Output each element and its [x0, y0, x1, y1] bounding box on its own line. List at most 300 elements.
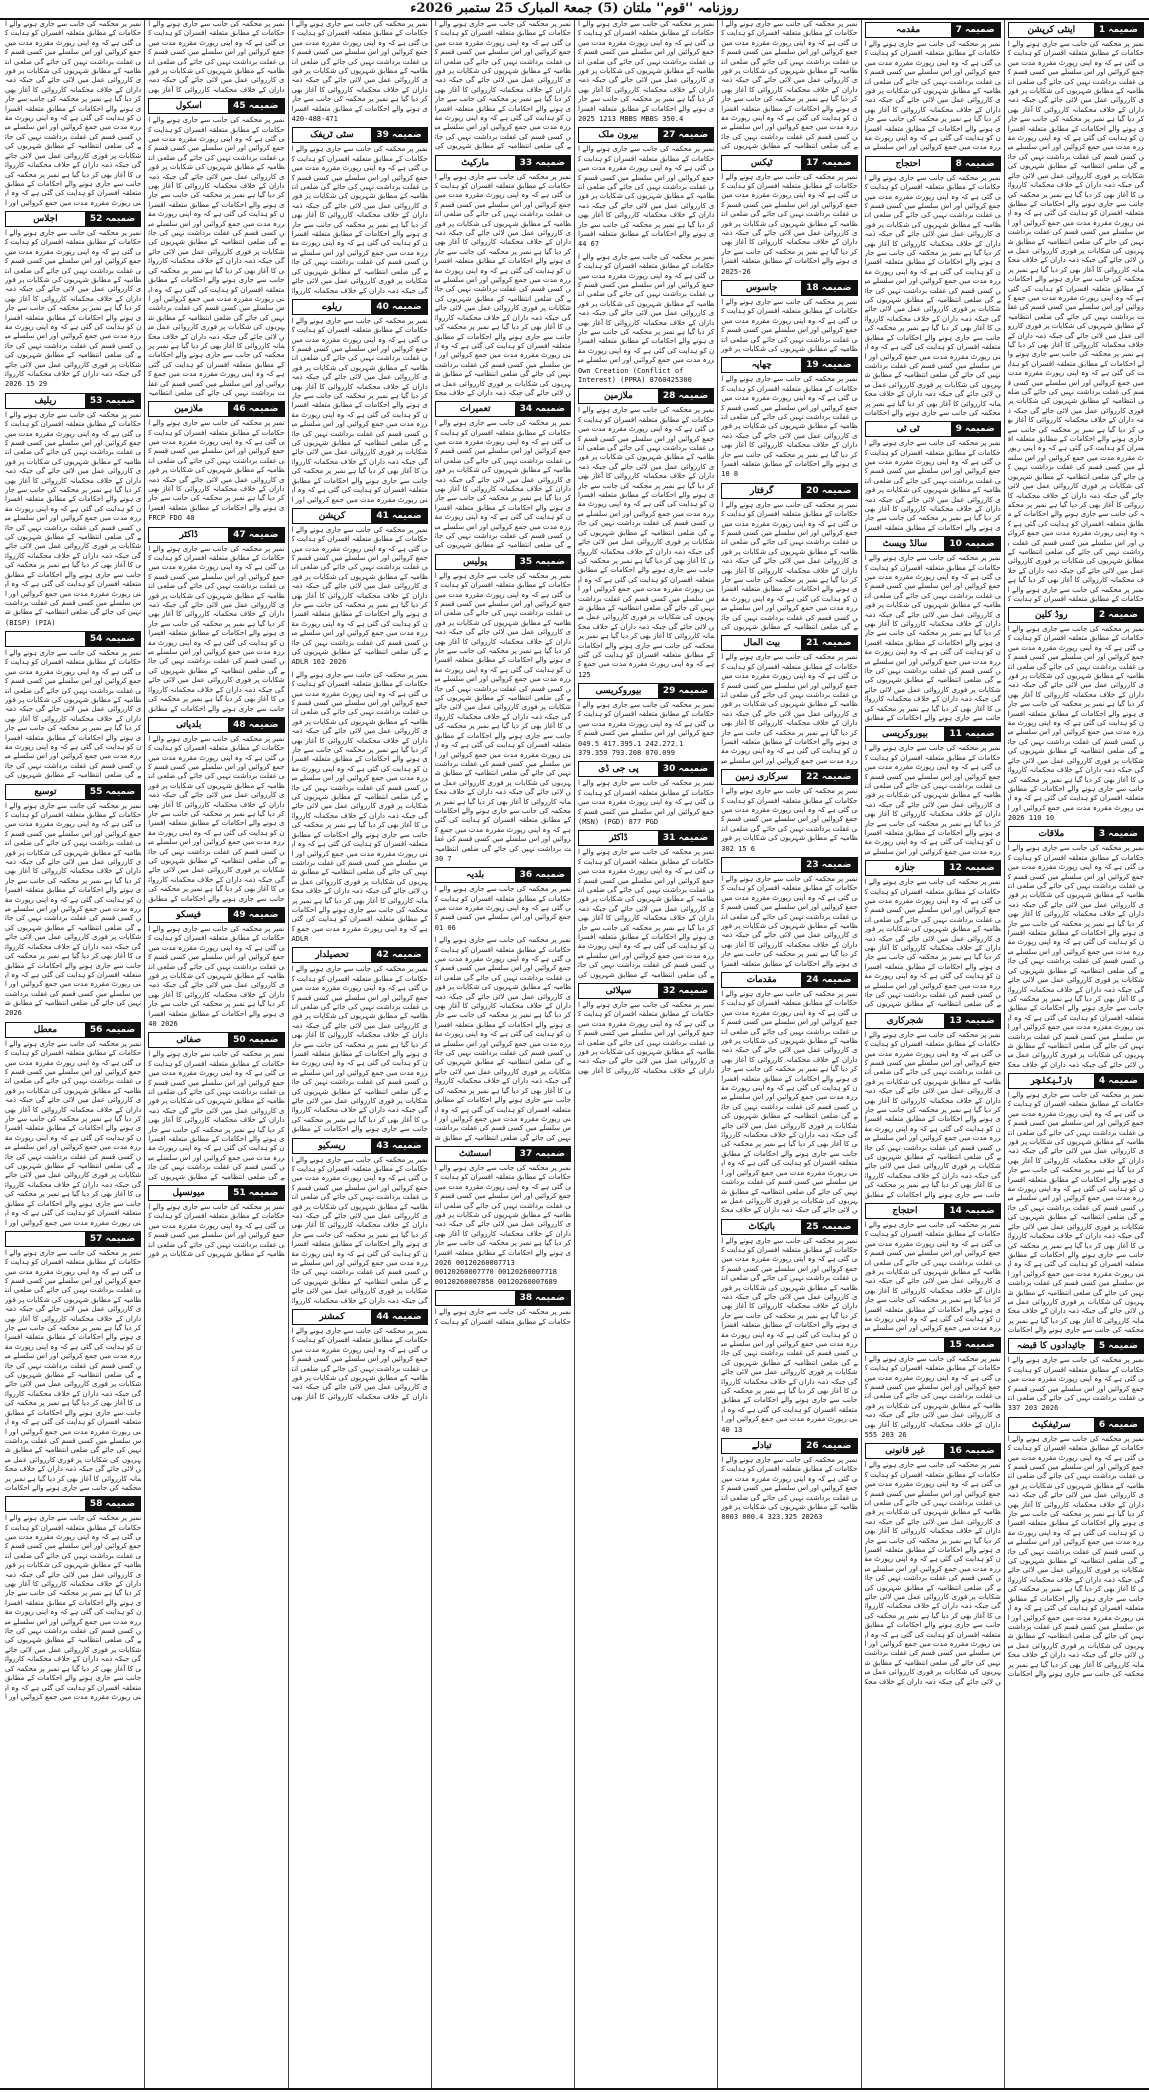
section-body-text: نمبر پر محکمہ کی جانب سے جاری ہونے والے احکامات کے مطابق متعلقہ افسران کو ہدایت کی گئی ہے کہ وہ اپنی رپورٹ مقررہ مدت میں جمع کروائیں اور اس سلسلے میں کسی قسم کی غفلت برداشت نہیں کی جائے گی ضلعی انتظامیہ کے مطابق شہریوں کی شکایات پر فوری کارروائی عمل میں لائی جائے گی جبکہ ذمہ داران کے خلاف محکمانہ کارروائی کا آغاز بھی کر دیا گیا ہے نمبر پر محکمہ کی جانب سے جاری ہونے والے احکامات کے مطابق متعلقہ افسران کو ہدایت کی گئی ہے کہ وہ اپنی رپورٹ مقررہ مدت میں جمع کروائیں اور اس سلسلے میں کسی قسم کی غفلت برداشت نہیں کی جائے گی ضلعی انتظامیہ کے مطابق شہریوں کی شکایات پر فوری کارروائی عمل میں لائی جائے گی جبکہ ذمہ داران کے خلاف محکمانہ کارروائی کا آغاز بھی کر دیا گیا ہے نمبر پر محکمہ کی جانب سے جاری ہونے والے احکامات کے مطابق متعلقہ افسران کو ہدایت کی گئی ہے کہ وہ اپنی رپورٹ مقررہ مدت میں جمع کروائیں اور اس سلسلے میں کسی قسم کی غفلت برداشت نہیں کی جائے گی ضلعی انتظامیہ کے مطابق شہریوں کی شکایات پر فوری کارروائی عمل میں لائی جائے گی جبکہ ذمہ داران کے خلاف محکمانہ کارروائی کا آغاز بھی کر دیا گیا ہے نمبر پر محکمہ کی جانب سے جاری ہونے والے احکامات [864, 173, 1001, 417]
section-title: مقدمہ [866, 23, 951, 37]
section-heading [865, 421, 1001, 437]
news-section [578, 127, 714, 249]
section-number: ضمیمہ 52 [85, 212, 140, 226]
section-heading [5, 211, 141, 227]
section-number: ضمیمہ 32 [658, 984, 713, 998]
section-figures: 2026 [5, 1009, 22, 1018]
section-number: ضمیمہ 16 [944, 1444, 999, 1458]
section-title: مارکیٹ [436, 156, 515, 170]
section-body-text: نمبر پر محکمہ کی جانب سے جاری ہونے والے احکامات کے مطابق متعلقہ افسران کو ہدایت کی گئی ہے کہ وہ اپنی رپورٹ مقررہ مدت میں جمع کروائیں اور اس سلسلے میں کسی قسم کی غفلت برداشت نہیں کی جائے گی ضلعی انتظامیہ کے مطابق شہریوں کی شکایات پر فوری کارروائی عمل میں لائی جائے گی جبکہ ذمہ داران کے خلاف محکمانہ کارروائی کا آغاز بھی کر دیا گیا ہے نمبر پر محکمہ کی جانب سے جاری ہونے والے احکامات کے مطابق متعلقہ افسران کو ہدایت کی گئی ہے کہ وہ اپنی رپورٹ مقررہ مدت میں جمع کروائیں اور اس سلسلے میں کسی قسم کی غفلت برداشت نہیں کی جائے گی ضلعی انتظامیہ کے مطابق شہریوں کی شکایات پر فوری کارروائی عمل میں لائی جائے گی جبکہ ذمہ داران کے خلاف محکمانہ کارروائی کا آغاز بھی کر دیا گیا ہے نمبر پر محکمہ کی جانب سے جاری ہونے والے احکامات کے مطابق متعلقہ افسران کو ہدایت کی گئی ہے کہ وہ اپنی رپورٹ مقررہ مدت میں جمع کروائیں اور ا [5, 1514, 142, 1701]
section-heading [721, 635, 857, 651]
section-title: بائیکاٹ [722, 1220, 801, 1234]
section-number: ضمیمہ 37 [515, 1147, 570, 1161]
section-title: بیرون ملک [579, 128, 658, 142]
news-section [292, 127, 428, 295]
news-section [5, 1496, 141, 1702]
section-body-text: نمبر پر محکمہ کی جانب سے جاری ہونے والے احکامات کے مطابق متعلقہ افسران کو ہدایت کی گئی ہے کہ وہ اپنی رپورٹ مقررہ مدت میں جمع کروائیں اور اس سلسلے میں کسی قسم کی غفلت برداشت نہیں کی جائے گی ضلعی انتظامیہ کے مطابق شہریوں کی شکایات پر فوری کارروائی عمل میں لائی جائے گی جبکہ ذمہ داران کے خلاف محکمانہ کارروائی کا آغاز بھی کر دیا گیا ہے نمبر پر محکمہ کی جانب سے جاری ہونے والے احکامات کے مطابق متعلقہ افسران کو ہدایت کی گئی ہے کہ وہ اپنی رپورٹ مقررہ مدت میں جمع کروائیں اور اس سلسلے میں کسی قسم کی غفلت برداشت نہیں کی جائے گی ضلعی انتظامیہ کے مطابق شہریوں کی [148, 1050, 285, 1181]
section-body-text: نمبر پر محکمہ کی جانب سے جاری ہونے والے احکامات کے مطابق متعلقہ افسران کو ہدایت کی گئی ہے کہ وہ اپنی رپورٹ مقررہ مدت میں جمع کروائیں اور اس سلسلے میں کسی قسم کی غفلت برداشت نہیں کی جائے گی ضلعی انتظامیہ کے مطابق شہریوں کی شکایات پر فوری کارروائی عمل میں لائی جائے گی جبکہ ذمہ داران کے خلاف محکمانہ کارروائی کا آغاز بھی کر دیا گیا ہے نمبر پر محکمہ کی جانب سے جاری ہونے والے احکامات کے مطابق متعلقہ افسران کو ہدایت کی گئی ہے کہ وہ اپنی رپورٹ مقررہ مدت میں جمع کروائیں اور اس سلسلے میں کسی قسم کی غفلت برداشت نہیں کی جائے گی ضلعی انتظامیہ کے مطابق شہریوں کی شکایات پر فوری کارروائی عمل میں لائی جائے گی جبکہ ذمہ داران کے خلاف محکمانہ کارروائ [291, 145, 428, 295]
section-body-text: نمبر پر محکمہ کی جانب سے جاری ہونے والے احکامات کے مطابق متعلقہ افسران کو ہدایت کی گئی ہے کہ وہ اپنی رپورٹ مقررہ مدت میں جمع کروائیں اور اس سلسلے میں کسی قسم کی غفلت برداشت نہیں کی جائے گی ضلعی انتظامیہ کے مطابق شہریوں کی شکایات پر فوری کارروائی عمل میں لائی جائے گی جبکہ ذمہ داران کے خلاف محکمانہ کارروائی کا آغاز بھی کر دیا گیا ہے نمبر پر محکمہ کی جانب سے جاری ہونے والے احکامات کے مطابق متعلقہ افسران کو ہدایت کی گئی ہے کہ وہ اپنی رپورٹ مقررہ مدت میں جمع کروائیں اور اس سلسلے میں کسی قسم کی غفلت برداشت نہیں کی جائے گی ضلعی انتظامیہ کے مطابق شہریوں کی [721, 20, 858, 151]
news-section [721, 155, 857, 277]
section-number: ضمیمہ 50 [228, 1033, 283, 1047]
section-title: تعمیرات [436, 402, 515, 416]
section-title [436, 1291, 515, 1305]
news-section [435, 401, 571, 551]
section-title [866, 1338, 945, 1352]
section-body-text: نمبر پر محکمہ کی جانب سے جاری ہونے والے احکامات کے مطابق متعلقہ افسران کو ہدایت کی گئی ہے کہ وہ اپنی رپورٹ مقررہ مدت میں جمع کروائیں اور اس سلسلے میں کسی قسم کی غفلت برداشت نہیں کی جائے گی ضلعی انتظامیہ کے مطابق شہریوں کی شکایات پر فوری کارروائی عمل میں لائی جائے گی جبکہ ذمہ داران کے خلاف محکمانہ کارروائی کا آغاز بھی کر دیا گیا ہے نمبر پر محکمہ کی جانب سے جاری ہونے والے احکامات کے مطابق متعلقہ افسران کو ہدایت کی گئی ہے کہ وہ اپنی رپورٹ مقررہ مدت میں جمع کروائیں اور اس سلسلے میں کسی قسم کی غفلت برداشت نہیں کی جائے گی ضلعی انتظامیہ کے مطابق شہریوں کی شکایات پر فوری کارروائی عمل میں لائی جائے گی جبکہ ذمہ داران کے خلاف محکمانہ کارروائی کا آغاز بھی کر دیا گیا ہے نمبر پر محکمہ کی جانب سے جاری ہونے والے احکامات کے مطابق متعلقہ افسران کو ہدایت کی گئی ہے کہ وہ اپنی رپورٹ مقررہ مدت میں جمع کروائیں اور اس سلسلے میں کسی قسم کی غفلت برداشت نہیں کی جائے گی ضلعی انتظامیہ کے مطابق شہریوں کی شکایات پر فوری کارروائی عمل میں لائی جائے گی جبکہ ذمہ داران کے خلاف محکمانہ کارروائی کا آغاز بھی کر دیا گیا ہے نمبر پر محکمہ کی جانب سے جاری ہونے والے احکامات [5, 1248, 142, 1492]
section-number: ضمیمہ 28 [658, 389, 713, 403]
section-title: سالڈ ویسٹ [866, 537, 945, 551]
section-heading [292, 127, 428, 143]
news-section [865, 1013, 1001, 1200]
section-title: شجرکاری [866, 1014, 945, 1028]
column-8 [2, 20, 144, 2088]
section-body-text: نمبر پر محکمہ کی جانب سے جاری ہونے والے احکامات کے مطابق متعلقہ افسران کو ہدایت کی گئی ہے کہ وہ اپنی رپورٹ مقررہ مدت میں جمع کروائیں اور اس سلسلے میں کسی قسم کی غفلت برداشت نہیں کی جائے گی ضلعی انتظامیہ کے مطابق شہریوں کی شکایات پر فوری کارروائی عمل میں لائی جائے گی جبکہ ذمہ داران کے خلاف محکمانہ کارروائی کا آغاز بھی کر دیا گیا ہے نمبر پر محکمہ کی جانب سے جاری ہونے والے احکامات کے مطابق متعلقہ افسرا [721, 874, 858, 968]
section-body-text: نمبر پر محکمہ کی جانب سے جاری ہونے والے احکامات کے مطابق متعلقہ افسران کو ہدایت کی گئی ہے کہ وہ اپنی رپورٹ مقررہ مدت میں جمع کروائیں اور اس سلسلے میں کسی قسم کی غفلت برداشت نہیں کی جائے گی ضلعی انتظامیہ کے مطابق شہریوں کی شکایات پر فوری کارروائی عمل میں لائی جائے گی جبکہ ذمہ داران کے خلاف محکمانہ کارروائی کا آغاز بھی کر دیا گیا ہے نمبر پر محکمہ کی جانب سے جاری ہونے والے احکامات کے مطابق متعلقہ افسرا [148, 419, 285, 512]
section-body-text: نمبر پر محکمہ کی جانب سے جاری ہونے والے احکامات کے مطابق متعلقہ افسران کو ہدایت کی گئی ہے کہ وہ اپنی رپورٹ مقررہ مدت میں جمع کروائیں اور اس سلسلے میں کسی قسم ک [578, 701, 715, 738]
section-heading [578, 127, 714, 143]
section-title: توسیع [6, 785, 85, 799]
section-figures: 2026 15 29 [5, 380, 48, 389]
section-number: ضمیمہ 15 [944, 1338, 999, 1352]
news-section [865, 1337, 1001, 1441]
section-number: ضمیمہ 55 [85, 785, 140, 799]
section-body-text: نمبر پر محکمہ کی جانب سے جاری ہونے والے احکامات کے مطابق متعلقہ افسران کو ہدایت کی گئی ہے کہ وہ اپنی رپورٹ مقررہ مدت میں جمع کروائیں اور اس سلسلے میں کسی قسم کی غفلت برداشت نہیں کی جائے گی ضلعی انتظامیہ کے مطابق شہریوں کی شکایات پر فوری کارروائی عمل میں لائی جائے گی جبکہ ذمہ داران کے خلاف محکمانہ کارروائی کا آغاز بھی کر دیا گیا ہے نمبر پر محکمہ کی جانب سے جاری ہونے والے احکامات کے مطابق متعلقہ افسران کو ہدایت کی گئی ہے کہ وہ اپنی رپورٹ مقررہ مدت میں جمع کروائیں اور اس سلسلے میں کسی قسم کی غفلت برداشت نہیں کی جائے گی ضلعی انتظامیہ کے مطابق شہریوں کی شکایات پر فوری کارروائی عمل میں لائی جائے گی جبکہ ذمہ داران کے خلاف محکمانہ کارروائی کا آغاز بھی کر دیا گیا ہے نمبر پر محکمہ کی جانب سے جاری ہونے والے احکامات کے مطابق [864, 554, 1001, 723]
section-body-text: نمبر پر محکمہ کی جانب سے جاری ہونے والے احکامات کے مطابق متعلقہ افسران کو ہدایت کی گئی ہے کہ وہ اپنی رپورٹ مقررہ مدت میں جمع کروائیں اور اس سلسلے میں کسی قسم کی غفلت برداشت نہیں کی جائے گی ضلعی انتظامیہ کے مطابق شہریوں کی شکایات پر فور [721, 1455, 858, 1512]
section-body-text: نمبر پر محکمہ کی جانب سے جاری ہونے والے احکامات کے مطابق متعلقہ افسران کو ہدایت کی گئی ہے کہ وہ اپنی رپورٹ مقررہ مدت میں جمع کروائیں اور اس سلسلے میں کسی قسم کی غفلت برداشت نہیں کی جائے گی ضلعی انتظامیہ کے مطابق شہریوں کی شکایات پر فور [721, 298, 858, 354]
section-number: ضمیمہ 51 [228, 1186, 283, 1200]
section-heading [5, 631, 141, 647]
news-section [5, 20, 141, 208]
news-section [148, 1032, 284, 1182]
section-number: ضمیمہ 25 [801, 1220, 856, 1234]
section-body-text: نمبر پر محکمہ کی جانب سے جاری ہونے والے احکامات کے مطابق متعلقہ افسران کو ہدایت کی گئی ہے کہ وہ اپنی رپورٹ مقررہ مدت میں جمع کروائیں اور اس سلسلے میں کسی قسم کی غفلت برداشت نہیں کی جائے گی ضلعی انتظامیہ کے مطابق شہریوں کی شکایات پر فوری کارروائی عمل میں لائی جائے گی جبکہ ذمہ داران کے خلاف محکمانہ کارروائی کا آغاز بھی [864, 1354, 1001, 1429]
section-number: ضمیمہ 39 [371, 128, 426, 142]
section-heading [865, 1203, 1001, 1219]
section-number: ضمیمہ 35 [515, 555, 570, 569]
section-title: اسسٹنٹ [436, 1147, 515, 1161]
news-section [292, 1138, 428, 1306]
section-body-text: نمبر پر محکمہ کی جانب سے جاری ہونے والے احکامات کے مطابق متعلقہ افسران کو ہدایت کی گئی ہے کہ وہ اپنی رپورٹ مقررہ مدت میں جمع کروائیں اور اس سلسلے میں کسی قسم کی غفلت برداشت نہیں کی جائے گی ضلعی انتظامیہ کے مطابق شہریوں کی شکایات پر فوری کارروائی عمل میں لائی جائے گی جبکہ ذمہ داران کے خلاف محکمانہ کارروائی کا آغاز بھی کر دیا گیا ہے نمبر پر محکمہ کی جانب سے جاری ہونے والے احکامات کے مطابق متعلقہ افسرا [721, 172, 858, 266]
section-number: ضمیمہ 13 [944, 1014, 999, 1028]
section-number: ضمیمہ 10 [944, 537, 999, 551]
section-body-text: نمبر پر محکمہ کی جانب سے جاری ہونے والے احکامات کے مطابق متعلقہ افسران کو ہدایت کی گئی ہے کہ وہ اپنی رپورٹ مقررہ مدت میں جمع کروائیں اور اس سلسلے میں کسی قسم کی غفلت برداشت نہیں کی جائے گی ضلعی انتظامیہ کے مطابق شہریوں کی شکایات پر فوری کارروائی عمل میں لائی جائے گی جبکہ ذمہ داران کے خلاف محکمانہ کارروائی کا آغاز بھی کر دیا گیا ہے نمبر پر محکمہ کی جانب سے جاری ہونے والے احکامات کے مطابق متعلقہ افسرا [721, 375, 858, 469]
section-body-text: نمبر پر محکمہ کی جانب سے جاری ہونے والے احکامات کے مطابق متعلقہ افسران کو ہدایت کی گئی ہے کہ وہ اپنی رپورٹ مقررہ مدت میں جمع کروائیں اور اس سلسلے میں کسی قسم کی غفلت برداشت نہیں کی جائے گی ضلعی انتظامیہ کے مطابق شہریوں کی شکایات پر فوری کارروائی عمل میں لائی جائے گی جبکہ ذمہ داران کے خلاف محکمانہ کارروائی کا آغاز بھی کر دیا گیا ہے نمبر پر محکمہ کی جانب سے جاری ہونے والے احکامات کے مطابق متعلقہ افسران کو ہدایت کی گئی ہے کہ وہ اپنی رپورٹ مقررہ مدت میں جمع کروائیں اور اس سلسلے میں کسی قسم کی غفلت برداشت نہیں کی جائے گی ضلعی انتظامیہ کے مطابق شہریوں کی شکایات پر فوری کارروائی عمل میں لائی جائے گی جبکہ ذمہ داران کے خلاف محکمانہ کارروائی کا آغاز بھی کر دیا گیا ہے نمبر پر محکمہ کی جانب سے جاری ہونے والے احکامات کے مطابق متعلقہ افسران کو ہدایت کی گئی ہے کہ وہ اپنی رپورٹ مقررہ مدت میں جمع کروائیں اور اس سلسلے میں کسی قسم کی غفلت برداشت نہیں کی جائے گی ضلعی انتظامیہ کے مطابق ش [5, 410, 142, 617]
news-section [435, 936, 571, 1143]
news-section [148, 401, 284, 523]
news-section [578, 830, 714, 980]
section-number: ضمیمہ 19 [801, 358, 856, 372]
section-heading [865, 22, 1001, 38]
news-section [148, 1185, 284, 1259]
section-body-text: نمبر پر محکمہ کی جانب سے جاری ہونے والے احکامات کے مطابق متعلقہ افسران کو ہدایت کی گئی ہے کہ وہ اپنی رپورٹ مقررہ مدت میں جمع کروائیں اور اس سلسلے میں کسی قسم کی غفلت برداشت نہیں کی جائے گی ضلعی انتظامیہ کے مطابق شہریوں کی شکایات پر فوری کارروائی عمل میں لائی جائے گی جبکہ ذمہ داران کے خلاف محکمانہ کارروائی کا آغاز بھی کر دیا گیا ہے نمبر پر محکمہ کی جانب سے جاری ہونے والے احکامات کے مطابق متعلقہ افسران کو ہدایت کی گئی ہے کہ وہ اپنی رپورٹ مقررہ مدت میں جمع کروائیں اور اس سلسلے میں کسی قسم کی غفلت برداشت نہیں کی جائے گی ضلعی انتظامیہ کے مطابق شہریوں کی شکایات پر فوری کارروائی عمل میں لائی جائے گی جبکہ ذمہ داران کے خلاف محکمانہ کارروائی کا آغاز بھی کر دیا گیا ہے نمبر پر محکمہ کی جانب سے جاری ہونے والے احکامات کے مطابق متعلقہ افسران کو ہدایت کی گئی ہے کہ وہ اپنی رپورٹ مقررہ مدت میں جمع کروائیں اور ا [5, 1039, 142, 1227]
news-section [148, 527, 284, 714]
section-figures: 2025 1213 MBBS MBBS 350.4 [578, 115, 684, 123]
news-section [435, 1146, 571, 1287]
section-number: ضمیمہ 27 [658, 128, 713, 142]
section-heading [721, 972, 857, 988]
section-title: پولیس [436, 555, 515, 569]
section-figures: 40 2026 [148, 1019, 178, 1028]
section-body-text: نمبر پر محکمہ کی جانب سے جاری ہونے والے احکامات کے مطابق متعلقہ افسران کو ہدایت کی گئی ہے کہ وہ اپنی رپورٹ مقررہ مدت میں جمع کروائیں اور اس سلسلے میں کسی قسم کی غفلت برداشت نہیں کی جائے گی ضلعی انتظامیہ کے مطابق شہریوں کی شکایات پر فوری کارروائی عمل میں لائی جائے گی جبکہ ذمہ داران کے خلاف محکمانہ کارروائی کا آغاز بھی کر دیا گیا ہے نمبر پر محکمہ کی جانب سے جاری ہونے والے احکامات کے مطابق متعلقہ افسران کو ہدایت کی گئی ہے کہ وہ اپنی رپورٹ مقررہ مدت میں جمع کروائیں اور اس سلسلے میں کسی قسم کی غفلت برداشت نہیں کی جائے گی ضلعی انتظامیہ کے مطابق شہریوں کی شکایات پر فوری کارروائی عمل میں لائی جائے گی جبکہ ذمہ داران کے خلاف محکمانہ کارروائی کا آغاز بھی کر دیا گیا ہے نمبر پر محکمہ کی جانب سے جاری ہونے والے احکامات کے مطابق متعلقہ افسران کو ہدایت کی گئی ہے کہ وہ اپنی رپورٹ مقررہ مدت میں جمع کروائیں اور اس سلسلے میں کسی قسم کی غفلت برداشت نہیں کی جائے گی ضلعی انتظامیہ کے مطابق شہریوں کی شکایات پر فوری کارروائی عمل میں لائی جائے گی جبکہ ذمہ داران کے خلاف محکمانہ کارروائی کا آغاز بھی کر دیا گیا ہے نمبر پر محکمہ کی جانب سے جاری ہونے والے احکامات کے مطابق متعلقہ افسران کو ہدایت کی گئی ہے کہ وہ اپنی رپورٹ مقررہ مدت میں جمع ک [578, 406, 715, 669]
section-heading [865, 1337, 1001, 1353]
section-heading [292, 1138, 428, 1154]
section-number: ضمیمہ 1 [1094, 23, 1143, 37]
news-section [435, 867, 571, 933]
section-number: ضمیمہ 9 [951, 422, 1000, 436]
news-section [578, 761, 714, 827]
news-section [5, 1022, 141, 1228]
section-heading [721, 857, 857, 873]
section-body-text: نمبر پر محکمہ کی جانب سے جاری ہونے والے احکامات کے مطابق متعلقہ افسران کو ہدایت کی گئی ہے کہ وہ اپنی رپورٹ مقررہ مدت میں جمع کروائیں اور اس سلسلے میں کسی قسم کی غفلت برداشت نہیں کی جائے گی ضلعی انتظامیہ کے مطابق شہریوں کی شکایات پر فوری کارروائی عمل میں لائی جائے گی جبکہ ذمہ داران کے خلاف محکمانہ کارروائی کا آغاز بھی کر دیا گیا ہے نمبر پر محکمہ کی جانب سے جاری ہونے والے احکامات کے مطابق متعلقہ افسران کو ہدایت کی گئی ہے کہ وہ اپنی رپورٹ مقررہ مدت میں جمع کروائیں اور اس سلسلے میں کسی قسم کی غفلت برداشت نہیں کی جائے گی ضلعی انتظامیہ کے مطابق شہریوں کی شکایات پر فوری کارروائی عمل میں لائی جائے گی جبکہ ذمہ داران کے خلاف محکمانہ کارروائی کا آغاز بھی کر دیا گیا ہے نمبر پر محکمہ کی جانب سے جاری ہونے والے احکامات کے مطابق متعلقہ افسران کو ہدایت کی گئی ہے کہ وہ اپنی رپورٹ مقررہ مدت میں جمع کروائیں اور اس سلسلے میں کسی قسم کی غفلت برداشت نہیں کی جائے گی ضلعی انتظامیہ کے مطابق شہریوں کی شکایات پر فوری کارروائی عمل میں لائی جائے گی جبکہ ذمہ داران کے خلاف محک [721, 989, 858, 1215]
section-number: ضمیمہ 40 [371, 300, 426, 314]
section-body-text: نمبر پر محکمہ کی جانب سے جاری ہونے والے احکامات کے مطابق متعلقہ افسران کو ہدایت کی گئی ہے کہ وہ اپنی رپورٹ مقررہ مدت میں جمع کروائیں اور اس سلسلے میں کسی قسم کی غفلت برداشت نہیں کی جائے گی ضلعی انتظامیہ کے مطابق شہریوں کی شکایات پر فوری کارروائی عمل میں لائی جائے گی جبکہ ذمہ داران کے خلاف محکمانہ کارروائی کا آغاز بھی کر دیا گیا ہے نمبر پر محکمہ کی جانب سے جاری ہونے والے احکامات کے مطابق متعلقہ افسران کو ہدایت کی گئی ہے کہ وہ اپنی رپورٹ مقررہ مدت میں جمع کروائیں اور اس سلسلے میں کسی قسم کی غفلت برداشت نہیں کی جائے گی ضلعی انتظامیہ کے مطابق شہریوں کی شکایات پر فوری کارروائی عمل میں لائی جائے گی جبکہ ذمہ داران کے خلاف محکمانہ کارروائ [291, 1155, 428, 1305]
section-title: گرفتار [722, 484, 801, 498]
section-title: مقدمات [722, 973, 801, 987]
section-title: جائیدادوں کا قبضہ [1009, 1339, 1094, 1353]
news-section [5, 631, 141, 781]
section-figures: 40 13 [721, 1425, 743, 1434]
section-number: ضمیمہ 42 [371, 948, 426, 962]
column-4 [574, 20, 717, 2088]
column-6 [288, 20, 431, 2088]
section-number: ضمیمہ 8 [951, 157, 1000, 171]
section-body-text: نمبر پر محکمہ کی جانب سے جاری ہونے والے احکامات کے مطابق متعلقہ افسران کو ہدایت کی گئی ہے کہ وہ اپنی رپورٹ مقررہ مدت میں جمع کروائیں اور اس سلسلے میں کسی قسم کی غفلت برداشت نہیں کی جائے گی ضلعی انتظامیہ کے مطابق شہریوں کی شکایات پر فوری کارروائی عمل میں لائی جائے گی جبکہ ذمہ داران کے خلاف محکمانہ کارروائی کا آغاز بھی کر دیا گیا ہے نمبر پر محکمہ کی جانب سے جاری ہونے والے احکامات کے مطابق متعلقہ افسران کو ہدایت کی گئی ہے کہ وہ اپنی رپورٹ مقررہ مدت میں جمع کروائیں اور اس سلسلے میں کسی قسم کی غفلت برداشت نہیں کی جائے گی ضلعی انتظامیہ کے مطابق شہریوں کی [721, 500, 858, 632]
column-1 [1004, 20, 1147, 2088]
section-figures: 10 8 [721, 470, 739, 479]
news-section [721, 769, 857, 854]
news-section [865, 1203, 1001, 1334]
section-heading [435, 867, 571, 883]
section-title: میونسپل [149, 1186, 228, 1200]
section-body-text: نمبر پر محکمہ کی جانب سے جاری ہونے والے احکامات کے مطابق متعلقہ افسران کو ہدایت کی گئی ہے کہ وہ اپنی رپورٹ مقررہ مدت میں جمع کروائیں اور اس سلسلے میں کسی قسم کی غفلت برداشت نہیں کی جائے گی ضلعی انتظامیہ کے مطابق شہریوں کی شکایات پر فوری کارروائی عمل میں لائی جائے گی جبکہ ذمہ داران کے خلاف محکمانہ کارروائی کا آغاز بھی کر دیا گیا ہے نمبر پر محکمہ کی جانب سے جاری ہونے والے احکامات کے مطابق متعلقہ افسران کو ہدایت کی گئی ہے کہ وہ اپنی رپورٹ مقررہ مدت میں جمع کروائیں اور اس سلسلے میں کسی قسم کی غفلت برداشت نہیں کی جائے گی ضلعی انتظامیہ کے مطابق شہریوں کی شکایات پر فوری کارروائی عمل میں لائی جائے گی جبکہ ذمہ داران کے خلاف محکمانہ کارروائی کا آغاز بھی کر دیا گیا ہے نمبر پر محکمہ کی جانب سے جاری ہونے والے احکامات کے مطابق متعلقہ افسران کو ہدایت کی گئی ہے کہ وہ اپنی رپورٹ مقررہ مدت میں جمع کروائیں اور اس سلسلے میں کسی قسم کی غفلت برداشت نہیں کی جائے گی ضلعی انتظامیہ کے مطابق ش [5, 801, 142, 1008]
section-body-text: نمبر پر محکمہ کی جانب سے جاری ہونے والے احکامات کے مطابق متعلقہ افسران کو ہدایت کی گئی ہے کہ وہ اپنی رپورٹ مقررہ مدت میں جمع کروائیں اور اس سلسلے میں کسی قسم کی غفلت برداشت نہیں کی جائے گی ضلعی انتظامیہ کے مطابق شہریوں کی شکایات پر فوری کارروائی عمل میں لائی جائے گی جبکہ ذمہ داران کے خلاف محکمانہ کارروائی کا آغاز بھی کر دیا گیا ہے نمبر پر محکمہ کی جانب سے جاری ہونے والے احکامات کے مطابق متعلقہ افسران کو ہدایت کی گئی ہے کہ وہ اپنی رپورٹ مقررہ مدت میں جمع کروائیں اور اس سلسلے میں کسی قسم کی غفلت برداشت نہیں کی جائے گی ضلعی انتظامیہ کے مطابق شہریوں کی شکایات پر فوری کارروائی عمل میں لائی جائے گی جبکہ ذمہ داران کے خلاف محکمانہ کارروائی کا آغاز بھی کر دیا گیا ہے نمبر پر محکمہ کی جانب سے جاری ہونے والے احکامات کے مطابق متعلقہ افسران کو ہدایت کی گئی ہے کہ وہ اپنی رپورٹ مقررہ مدت میں جمع کروائیں اور اس سلسلے میں کسی قسم کی غفلت برداشت نہیں کی جائے گی ضلعی انتظامیہ کے مطابق شہریوں کی شکایات پر فوری کارروائی عمل میں لائی جائے گی جبکہ ذمہ داران کے خلاف محکمانہ کارروائی کا آغاز بھی کر دیا گیا ہے نمبر پر محکمہ کی جانب سے جاری ہونے والے احکامات [1007, 1091, 1144, 1335]
section-body-text: نمبر پر محکمہ کی جانب سے جاری ہونے والے احکامات کے مطابق متعلقہ افسران کو ہدایت کی گئی ہے کہ وہ اپنی رپورٹ مقررہ مدت میں جمع کروائیں اور اس سلسلے میں کسی قسم کی غفلت برداشت نہیں کی جائے گی ضلعی انتظامیہ کے مطابق شہریوں کی شکایات پر فوری کارروائی عمل میں لائی جائے گی جبکہ ذمہ داران کے خلاف محکمانہ کارروائی کا آغاز بھی کر دیا گیا ہے نمبر پر محکمہ کی جانب سے جاری ہونے والے احکامات کے مطابق متعلقہ افسرا [578, 145, 715, 239]
section-figures: ADLR [291, 934, 309, 943]
news-section [435, 1290, 571, 1327]
news-section [435, 155, 571, 399]
section-body-text: نمبر پر محکمہ کی جانب سے جاری ہونے والے احکامات کے مطابق متعلقہ افسران کو ہدایت کی گئی ہے کہ وہ اپنی رپورٹ مقررہ مدت میں جمع کروائیں اور اس سلسلے میں کسی قسم کی غفلت برداشت نہیں کی جائے گی ضلعی انتظامیہ کے مطابق شہریوں کی شکایات پر فوری کارروائی عمل میں لائی جائے گی جبکہ ذمہ داران کے خلاف محکمانہ کارروائی کا آغاز بھی کر دیا گیا ہے نمبر پر محکمہ کی جانب سے جاری ہونے والے احکامات کے مطابق متعلقہ افسران کو ہدایت کی گئی ہے کہ وہ اپنی رپورٹ مقررہ مدت میں جمع کروائیں اور اس سلسلے میں کسی قسم کی غفلت برداشت نہیں کی جائے گی ضلعی انتظامیہ کے مطابق شہریوں کی شکایات پر فوری کارروائی عمل میں لائی جائے گی جبکہ ذمہ داران کے خلاف محکمانہ کارروائی کا آغاز بھی کر دیا گیا ہے نمبر پر محکمہ کی جانب سے جاری ہونے والے احکامات کے مطابق متعلقہ افسران کو ہدایت کی گئی ہے کہ وہ اپنی رپورٹ مقررہ مدت میں جمع کروائیں اور اس سلسلے میں کسی قسم کی غفلت برداشت نہیں کی جائے گی ضلعی انتظامیہ کے مطابق ش [434, 936, 571, 1142]
section-heading [865, 1013, 1001, 1029]
section-body-text: نمبر پر محکمہ کی جانب سے جاری ہونے والے احکامات کے مطابق متعلقہ افسران کو ہدایت کی گئی ہے کہ وہ اپنی رپورٹ مقررہ مدت میں جمع کروائیں اور اس سلسلے میں کسی قسم کی غفلت برداشت نہیں کی جائے گی ضلعی انتظامیہ کے مطابق شہریوں کی شکایات پر فوری کارروائی عمل میں لائی جائے گی جبکہ ذمہ داران کے خلاف محکمانہ کارروائی کا آغاز بھی کر دیا گیا ہے نمبر پر محکمہ کی جانب سے جاری ہونے والے احکامات کے مطابق متعلقہ افسران کو ہدایت کی گئی ہے کہ وہ اپنی رپورٹ مقررہ مدت میں جمع کروائیں اور اس سلسلے میں کسی قسم کی غفلت برداشت نہیں کی جائے گی ضلعی انتظامیہ کے مطابق شہریوں کی شکایات پر فوری کارروائی عمل میں لائی جائے گی جبکہ ذمہ داران کے خلاف محکمانہ کارروائی کا آغاز بھی کر دیا گیا ہے نمبر پر محکمہ کی جانب سے جاری ہونے والے احکامات کے مطابق متعلقہ افسران کو ہدایت کی گئی ہے کہ وہ اپنی رپورٹ مقررہ مدت میں جمع کروائیں اور اس سلسلے میں کسی قسم کی غفلت برداشت نہیں کی جائے گی ضلعی انتظامیہ کے مطابق شہریوں کی شکایات پر فوری کارروائی عمل میں لائی جائے گی جبکہ ذمہ داران کے خلاف محک [1007, 844, 1144, 1069]
section-title: ملازمین [579, 389, 658, 403]
section-number: ضمیمہ 7 [951, 23, 1000, 37]
section-number: ضمیمہ 20 [801, 484, 856, 498]
section-title: سٹی ٹریفک [293, 128, 372, 142]
section-heading [148, 401, 284, 417]
section-number: ضمیمہ 6 [1094, 1418, 1143, 1432]
section-heading [5, 1231, 141, 1247]
section-number: ضمیمہ 3 [1094, 827, 1143, 841]
section-body-text: نمبر پر محکمہ کی جانب سے جاری ہونے والے احکامات کے مطابق متعلقہ افسران کو ہدایت کی گئی ہے کہ وہ اپنی رپورٹ مقررہ مدت میں جمع کروائیں اور اس سلسلے میں کسی قسم کی غفلت برداشت نہیں کی جائے گی ضلعی انتظامیہ کے مطابق شہریوں کی شکایات پر فوری کارروائی عمل میں لائی جائے گی جبکہ ذمہ داران کے خلاف محکمانہ کارروائی کا آغاز بھی کر دیا گیا ہے نمبر پر محکمہ کی جانب سے جاری ہونے والے احکامات کے مطابق متعلقہ افسران کو ہدایت کی گئی ہے کہ وہ اپنی رپورٹ مقررہ مدت میں جمع کروائیں اور اس سلسلے می [864, 1220, 1001, 1333]
news-section [721, 357, 857, 479]
section-heading [721, 483, 857, 499]
news-section [721, 972, 857, 1216]
section-heading [578, 683, 714, 699]
section-body-text: نمبر پر محکمہ کی جانب سے جاری ہونے والے احکامات کے مطابق متعلقہ افسران کو ہدایت کی گئی ہے کہ وہ اپنی رپورٹ مقررہ مدت میں جمع کروائیں اور اس سلسلے میں کسی قسم کی غفلت برداشت نہیں کی جائے گی ضلعی انتظامیہ کے مطابق شہریوں کی شکایات پر فوری کارروائی عمل میں لائی جائے گی جبکہ ذمہ داران کے خلاف محکمانہ کارروائی کا آغاز بھی کر دیا گیا ہے نمبر پر محکمہ کی جانب سے جاری ہونے والے احکامات کے مطابق متعلقہ افسران کو ہدایت کی گئی ہے کہ وہ اپنی رپورٹ مقررہ مدت میں جمع کروائیں اور اس سلسلے میں کسی قسم کی غفلت برداشت نہیں کی جائے گی ضلعی انتظامیہ کے مطابق شہریوں کی شکایات پر فوری کارروائی عمل میں لائی جائے گی جبکہ ذمہ داران کے خلاف محکمانہ کارروائی کا آغاز بھی کر دیا گیا ہے نمبر پر محکمہ کی جانب سے جاری ہونے والے احکامات کے مطابق متعلقہ افسران کو ہدایت کی گئی ہے کہ وہ اپنی رپورٹ مقررہ مدت میں جمع کروائیں اور ا [721, 1236, 858, 1424]
column-3 [717, 20, 860, 2088]
section-heading [435, 1290, 571, 1306]
column-2 [861, 20, 1004, 2088]
section-heading [721, 769, 857, 785]
section-number: ضمیمہ 11 [944, 727, 999, 741]
section-heading [1008, 22, 1144, 38]
section-body-text: نمبر پر محکمہ کی جانب سے جاری ہونے والے احکامات کے مطابق متعلقہ افسران کو ہدایت کی گئی ہے کہ وہ اپنی رپورٹ مقررہ مدت میں جمع کروائیں اور اس سلسلے میں کسی قسم کی غفلت برداشت نہیں کی جائے گی ضلعی انتظامیہ کے مطابق شہریوں کی شکایات پر فوری کارروائی عمل میں لائی جائے گی جبکہ ذمہ داران کے خلاف محکمانہ کارروائی کا آغاز بھی کر دیا گیا ہے نمبر پر محکمہ کی جانب سے جاری ہونے والے احکامات کے مطابق متعلقہ افسران کو ہدایت کی گئی ہے کہ وہ اپنی رپورٹ مقررہ مدت میں جمع کروائیں اور اس سلسلے میں کسی قسم کی غفلت برداشت نہیں کی جائے گی ضلعی انتظامیہ کے مطابق شہریوں کی شکایات پر فوری کارروائی عمل میں لائی جائے گی جبکہ ذمہ داران کے خلاف محکمانہ کارروائی کا آغاز بھی کر دیا گیا ہے نمبر پر محکمہ کی جانب سے جاری ہونے والے احکامات کے مطابق متعلقہ افسران کو ہدایت کی گئی ہے کہ وہ اپنی رپورٹ مقررہ مدت میں جمع کروائیں اور ا [5, 20, 142, 207]
section-heading [292, 947, 428, 963]
section-heading [865, 1443, 1001, 1459]
news-section [435, 20, 571, 152]
section-title: اجلاس [6, 212, 85, 226]
news-section [578, 388, 714, 680]
news-section [721, 280, 857, 354]
section-heading [292, 299, 428, 315]
section-body-text: نمبر پر محکمہ کی جانب سے جاری ہونے والے احکامات کے مطابق متعلقہ افسران کو ہدایت کی گئی ہے کہ وہ اپنی رپورٹ مقررہ مدت میں جمع کروائیں اور اس سلسلے میں کسی قسم کی غفلت برداشت نہیں کی جائے گی ضلعی انتظامیہ کے مطابق شہریوں کی شکایات پر فور [721, 787, 858, 843]
section-body-text: نمبر پر محکمہ کی جانب سے جاری ہونے والے احکامات کے مطابق متعلقہ افسران کو ہدایت کی گئی ہے کہ وہ اپنی رپورٹ مقررہ مدت میں جمع کروائیں اور اس سلسلے میں کسی قسم کی غفلت برداشت نہیں کی جائے گی ضلعی انتظامیہ کے مطابق شہریوں کی شکایات پر فوری کارروائی عمل میں لائی جائے گی جبکہ ذمہ داران کے خلاف محکمانہ کارروائی کا آغاز بھی کر دیا گیا ہے نمبر پر محکمہ کی جانب سے جاری ہونے والے احکامات کے مطابق متعلقہ افسران کو ہدایت کی گئی ہے کہ وہ اپنی رپورٹ مقررہ مدت میں جمع کروائیں اور اس سلسلے میں کسی قسم کی غفلت برداشت نہیں کی جائے گی ضلعی انتظامیہ کے مطابق شہریوں کی شکایات پر فوری کارروائی عمل میں لائی جائے گی جبکہ ذمہ داران کے خلاف محکمانہ کارروائ [5, 229, 142, 379]
section-heading [578, 388, 714, 404]
section-body-text: نمبر پر محکمہ کی جانب سے جاری ہونے والے احکامات کے مطابق متعلقہ افسران کو ہدایت کی گئی ہے کہ وہ اپنی رپورٹ مقررہ مدت میں جمع کروائیں اور اس سلسلے میں کسی قسم کی غفلت برداشت نہیں کی جائے گی ضلعی انتظامیہ کے مطابق شہریوں کی شکایات پر فوری کارروائی عمل میں لائی جائے گی جبکہ ذمہ داران کے خلاف محکمانہ کارروائی کا آغاز بھی کر دیا گیا ہے نمبر پر محکمہ کی جانب سے جاری ہونے والے احکامات کے مطابق متعلقہ افسران کو ہدایت کی گئی ہے کہ وہ اپنی رپورٹ مقررہ مدت میں جمع کروائیں اور اس سلسلے میں کسی قسم کی غفلت برداشت نہیں کی جائے گی ضلعی انتظامیہ کے مطابق شہریوں کی [5, 649, 142, 780]
section-body-text: نمبر پر محکمہ کی جانب سے جاری ہونے والے احکامات کے مطابق متعلقہ افسران کو ہدایت کی گئی ہے کہ وہ اپنی رپورٹ مقررہ مدت میں جمع کروائیں اور اس سلسلے میں کسی قسم کی غفلت برداشت نہیں کی جائے گی ضلعی انتظامیہ کے مطابق شہریوں کی شکایات پر فوری کارروائی عمل میں لائی جائے گی جبکہ ذمہ داران کے خلاف محکمانہ کارروائی کا آغاز بھی کر دیا گیا ہے نمبر پر محکمہ کی جانب سے جاری ہونے والے احکامات کے مطابق متعلقہ افسران کو ہدایت کی گئی ہے کہ وہ اپنی رپورٹ مقررہ مدت میں جمع کروائیں اور اس سلسلے میں کسی قسم کی غفلت برداشت نہیں کی جائے گی ضلعی انتظامیہ کے مطابق شہریوں کی شکایات پر فوری کارروائی عمل میں لائی جائے گی جبکہ ذمہ داران کے خلاف محکمانہ کارروائی کا آغاز بھی کر دیا گیا ہے نمبر پر محکمہ کی جانب سے جاری ہونے والے احکامات کے مطابق متعلقہ افسران کو ہدایت کی گئی ہے کہ وہ اپنی رپورٹ مقررہ مدت میں جمع کروائیں اور ا [1007, 625, 1144, 812]
section-number: ضمیمہ 49 [228, 908, 283, 922]
section-figures: 049.5 417.395.1 242.272.1 379.359 793.208 070.099 [578, 739, 684, 758]
section-body-text: نمبر پر محکمہ کی جانب سے جاری ہونے والے احکامات کے مطابق متعلقہ افسران کو ہدایت کی گئی ہے کہ وہ اپنی رپورٹ مقررہ مدت میں جمع کروائیں اور اس سلسلے میں کسی قسم کی غفلت برداشت نہیں کی جائے گی ضلعی انتظامیہ کے مطابق شہریوں کی شکایات پر فوری کارروائی عمل میں لائی جائے گی جبکہ ذمہ داران کے خلاف محکمانہ کارروائی کا آغاز بھی کر دیا گیا ہے نمبر پر محکمہ کی جانب سے جاری ہونے والے احکامات کے مطابق متعلقہ افسران کو ہدایت کی گئی ہے کہ وہ اپنی رپورٹ مقررہ مدت میں جمع کروائیں اور اس سلسلے می [721, 653, 858, 765]
news-section [865, 421, 1001, 533]
section-number: ضمیمہ 54 [85, 632, 140, 646]
section-heading [865, 156, 1001, 172]
section-body-text: نمبر پر محکمہ کی جانب سے جاری ہونے والے احکامات کے مطابق متعلقہ افسران کو ہدایت کی گئی ہے کہ وہ اپنی رپورٹ مقررہ مدت میں جمع کروائیں اور اس سلسلے میں کسی قسم کی غفلت برداشت نہیں کی جائے گی ضلعی انتظامیہ کے مطابق شہریوں کی شکایات پر فوری کارروائی عمل میں لائی جائے گی جبکہ ذمہ داران کے خلاف محکمانہ کارروائی کا آغاز بھی کر دیا گیا ہے نمبر پر محکمہ کی جانب سے جاری ہونے والے احکامات کے مطابق متعلقہ افسران کو ہدایت کی گئی ہے کہ وہ اپنی رپورٹ مقررہ مدت میں جمع کروائیں اور اس سلسلے میں کسی قسم کی غفلت برداشت نہیں کی جائے گی ضلعی انتظامیہ کے مطابق شہریوں کی [434, 419, 571, 550]
section-title: بیوروکریسی [866, 727, 945, 741]
section-body-text: نمبر پر محکمہ کی جانب سے جاری ہونے والے احکامات کے مطابق متعلقہ افسران کو ہدایت کی گئی ہے کہ وہ اپنی رپورٹ مقررہ مدت میں جمع کروائیں اور اس سلسلے میں کسی قسم کی غفلت برداشت نہیں کی جائے گی ضلعی انتظامیہ کے مطابق شہریوں کی شکایات پر فوری کارروائی عمل میں لائی جائے گی جبکہ ذمہ داران کے خلاف محکمانہ کارروائی کا آغاز بھی کر دیا گیا ہے نمبر پر محکمہ کی جانب سے جاری ہونے والے احکامات کے مطابق متعلقہ افسران کو ہدایت کی گئی ہے کہ وہ اپنی رپورٹ مقررہ مدت میں جمع کروائیں اور اس سلسلے میں کسی قسم کی غفلت برداشت نہیں کی جائے گی ضلعی انتظامیہ کے مطابق شہریوں کی شکایات پر فوری کارروائی عمل میں لائی جائے گی جبکہ ذمہ داران کے خلاف محکمانہ کارروائی کا آغاز بھی کر دیا گیا ہے نمبر پر محکمہ کی جانب سے جاری ہونے والے احکامات کے مطابق متعلقہ افسران کو ہدایت کی گئی ہے کہ وہ اپنی رپورٹ مقررہ مدت میں جمع کروائیں اور اس سلسلے میں کسی قسم کی غفلت برداشت نہیں کی جائے گی ضلعی انتظامیہ کے مطابق شہریوں کی شکایات پر فوری کارروائی عمل میں لائی جائے گی جبکہ ذمہ داران کے خلاف محکمانہ کارروائی کا آغاز بھی کر دیا گیا ہے نمبر پر محکمہ کی جانب سے جاری ہونے والے احکامات کے مطابق متعلقہ افسران کو ہدایت کی گئی ہے کہ وہ اپنی رپورٹ مقررہ مدت میں جمع ک [291, 670, 428, 933]
news-section [1008, 607, 1144, 823]
news-section [148, 717, 284, 904]
section-title: جاسوس [722, 281, 801, 295]
section-title: بلدیہ [436, 868, 515, 882]
section-title: ڈاکٹر [579, 831, 658, 845]
news-section [721, 20, 857, 152]
section-number: ضمیمہ 34 [515, 402, 570, 416]
section-figures: ADLR 162 2026 [291, 658, 347, 667]
section-body-text: نمبر پر محکمہ کی جانب سے جاری ہونے والے احکامات کے مطابق متعلقہ افسران کو ہدایت کی گئی ہے کہ وہ اپنی رپورٹ مقررہ مدت میں جمع کروائیں اور اس سلسلے میں کسی قسم کی غفلت برداشت نہیں کی جائے گی ضلعی انتظامیہ کے مطابق شہریوں کی شکایات پر فوری کارروائی عمل میں لائی جائے گی جبکہ ذمہ داران کے خلاف محکمانہ کارروائی کا آغاز بھی کر دیا گیا ہے نمبر پر محکمہ کی جانب سے جاری ہونے والے احکامات کے مطابق متعلقہ افسرا [864, 439, 1001, 532]
section-title [6, 1497, 85, 1511]
section-body-text: نمبر پر محکمہ کی جانب سے جاری ہونے والے احکامات کے مطابق متعلقہ افسران کو ہدایت کی گئی ہے کہ وہ اپنی رپورٹ مقررہ مدت میں جمع کروائیں اور اس سلسلے میں کسی قسم ک [434, 885, 571, 922]
section-number: ضمیمہ 24 [801, 973, 856, 987]
section-body-text: نمبر پر محکمہ کی جانب سے جاری ہونے والے احکامات کے مطابق متعلقہ افسران کو ہدایت کی گئی ہے کہ وہ اپنی رپورٹ مقررہ مدت میں جمع کروائیں اور اس سلسلے میں کسی قسم کی غفلت برداشت نہیں کی جائے گی ضلعی انتظامیہ کے مطابق شہریوں کی شکایات پر فوری کارروائی عمل میں لائی جائے گی جبکہ ذمہ داران کے خلاف محکمانہ کارروائی کا آغاز بھی کر دیا گیا ہے نمبر پر محکمہ کی جانب سے جاری ہونے والے احکامات کے مطابق متعلقہ افسرا [148, 924, 285, 1018]
section-number: ضمیمہ 46 [228, 402, 283, 416]
news-section [148, 907, 284, 1029]
section-body-text: نمبر پر محکمہ کی جانب سے جاری ہونے والے احکامات کے مطابق متعلقہ افسران کو ہدایت کی گئی ہے کہ وہ اپنی رپورٹ مقررہ مدت میں جمع کروائیں اور اس سلسلے میں کسی قسم کی غفلت برداشت نہیں کی جائے گی ضلعی انتظامیہ کے مطابق شہریوں کی شکایات پر فوری کارروائی عمل میں لائی جائے گی جبکہ ذمہ داران کے خلاف محکمانہ کارروائی کا آغاز بھی کر دیا گیا ہے نمبر پر محکمہ کی جانب سے جاری ہونے والے احکامات کے مطابق متعلقہ افسران کو ہدایت کی گئی ہے کہ وہ اپنی رپورٹ مقررہ مدت میں جمع کروائیں اور اس سلسلے میں کسی قسم کی غفلت برداشت نہیں کی جائے گی ضلعی انتظامیہ کے مطابق شہریوں کی شکایات پر فوری کارروائی عمل میں لائی جائے گی جبکہ ذمہ داران کے خلاف محکمانہ کارروائی کا آغاز بھی کر دیا گیا ہے نمبر پر محکمہ کی جانب سے جاری ہونے والے احکامات کے مطابق [291, 965, 428, 1134]
section-figures: (MSN) (PGD) 877 PGD [578, 818, 659, 827]
section-title: ریلیف [6, 394, 85, 408]
section-number: ضمیمہ 29 [658, 684, 713, 698]
news-section [1008, 22, 1144, 604]
section-figures: (BISP) (PIA) [5, 618, 56, 627]
section-heading [5, 1022, 141, 1038]
section-title: سپلائی [579, 984, 658, 998]
news-section [865, 860, 1001, 1010]
section-figures: 555 203 26 [864, 1430, 907, 1439]
section-number: ضمیمہ 56 [85, 1023, 140, 1037]
section-figures: 302 15 6 [721, 844, 755, 853]
section-number: ضمیمہ 23 [801, 858, 856, 872]
section-number: ضمیمہ 58 [85, 1497, 140, 1511]
section-title: اسکول [149, 99, 228, 113]
page-footer-rule [0, 2088, 1149, 2096]
section-figures: 8003 000.4 323.325 20263 [721, 1513, 823, 1522]
section-number: ضمیمہ 41 [371, 509, 426, 523]
news-section [578, 20, 714, 124]
section-title: چھاپہ [722, 358, 801, 372]
section-number: ضمیمہ 48 [228, 718, 283, 732]
section-figures: 01 06 [434, 923, 456, 932]
section-figures: FRCP FDO 40 [148, 514, 195, 523]
news-section [578, 253, 714, 386]
section-number: ضمیمہ 45 [228, 99, 283, 113]
news-section [148, 98, 284, 398]
section-body-text: نمبر پر محکمہ کی جانب سے جاری ہونے والے احکامات کے مطابق متعلقہ افسران کو ہدایت کی گئی ہے کہ وہ اپنی رپورٹ مقررہ مدت میں جمع کروائیں اور اس سلسلے میں کسی قسم کی غفلت برداشت نہیں کی جائے گی ضلعی انتظامیہ کے مطابق شہریوں کی شکایات پر فوری کارروائی عمل میں لائی جائے گی جبکہ ذمہ داران کے خلاف محکمانہ کارروائی کا آغاز بھی [578, 1001, 715, 1075]
section-number: ضمیمہ 2 [1094, 608, 1143, 622]
masthead: روزنامہ ''قوم'' ملتان (5) جمعۃ المبارک 25 ستمبر 2026ء [0, 0, 1149, 20]
column-5 [431, 20, 574, 2088]
section-number: ضمیمہ 14 [944, 1204, 999, 1218]
section-title: فیسکو [149, 908, 228, 922]
section-body-text: نمبر پر محکمہ کی جانب سے جاری ہونے والے احکامات کے مطابق متعلقہ افسران کو ہدایت کی گئی ہے کہ وہ اپنی رپورٹ مقررہ مدت میں جمع کروائیں اور اس سلسلے میں کسی قسم کی غفلت برداشت نہیں کی جائے گی ضلعی انتظامیہ کے مطابق شہریوں کی شکایات پر فوری کارروائی عمل میں لائی جائے گی جبکہ ذمہ داران کے خلاف محکمانہ کارروائی کا آغاز بھی کر دیا گیا ہے نمبر پر محکمہ کی جانب سے جاری ہونے والے احکامات کے مطابق متعلقہ افسران کو ہدایت کی گئی ہے کہ وہ اپنی رپورٹ مقررہ مدت میں جمع کروائیں اور اس سلسلے میں کسی قسم کی غفلت برداشت نہیں کی جائے گی ضلعی انتظامیہ کے مطابق شہریوں کی شکایات پر فوری کارروائی عمل میں لائی جائے گی جبکہ ذمہ داران کے خلاف محکمانہ کارروائی کا آغاز بھی کر دیا گیا ہے نمبر پر محکمہ کی جانب سے جاری ہونے والے احکامات کے مطابق متعلقہ افسران کو ہدایت کی گئی ہے کہ وہ اپنی رپورٹ مقررہ مدت میں جمع کروائیں اور اس سلسلے میں کسی قسم کی غفلت برداشت نہیں کی جائے گی ضلعی انتظامیہ کے مطابق شہریوں کی شکایات پر فوری کارروائی عمل میں لائی جائے گی جبکہ ذمہ داران کے خلاف محک [864, 1461, 1001, 1686]
section-heading [721, 280, 857, 296]
section-body-text: نمبر پر محکمہ کی جانب سے جاری ہونے والے احکامات کے مطابق متعلقہ افسران کو ہدایت کی گئی ہے کہ وہ اپنی رپورٹ مقررہ مدت میں جمع کروائیں اور اس سلسلے میں کسی قسم کی غفلت برداشت نہیں کی جائے گی ضلعی انتظامیہ کے مطابق شہریوں کی شکایات پر فوری کارروائی عمل میں لائی جائے گی جبکہ ذمہ داران کے خلاف محکمانہ کارروائی کا آغاز بھی کر دیا گیا ہے نمبر پر محکمہ کی جانب سے جاری ہونے والے احکامات کے مطابق متعلقہ افسران کو ہدایت کی گئی ہے کہ وہ اپنی رپورٹ مقررہ مدت میں جمع کروائیں اور اس سلسلے می [578, 252, 715, 365]
section-number: ضمیمہ 30 [658, 762, 713, 776]
section-body-text: نمبر پر محکمہ کی جانب سے جاری ہونے والے احکامات کے مطابق متعلقہ افسران کو ہدایت کی گئی ہے کہ وہ اپنی رپورٹ مقررہ مدت میں جمع کروائیں اور اس سلسلے میں کسی قسم کی غفلت برداشت نہیں کی جائے گی ضلعی انتظامیہ کے مطابق شہریوں کی شکایات پر فوری کارروائی عمل میں لائی جائے گی جبکہ ذمہ داران کے خلاف محکمانہ کارروائی کا آغاز بھی [291, 1326, 428, 1401]
section-body-text: نمبر پر محکمہ کی جانب سے جاری ہونے والے احکامات کے مطابق متعلقہ افسران کو ہدایت کی گئی ہے کہ وہ اپنی رپورٹ مقررہ مدت میں جمع کروائیں اور اس سلسلے میں کسی قسم کی غفلت برداشت نہیں کی جائے گی ضلعی انتظامیہ کے مطابق شہریوں کی شکایات پر فوری کارروائی عمل میں لائی جائے گی جبکہ ذمہ داران کے خلاف محکمانہ کارروائی کا آغاز بھی کر دیا گیا ہے نمبر پر محکمہ کی جانب سے جاری ہونے والے احکامات کے مطابق متعلقہ افسران کو ہدایت کی گئی ہے کہ وہ اپنی رپورٹ مقررہ مدت میں جمع کروائیں اور اس سلسلے میں کسی قسم کی غفلت برداشت نہیں کی جائے گی ضلعی انتظامیہ کے مطابق شہریوں کی [578, 848, 715, 979]
section-number: ضمیمہ 53 [85, 394, 140, 408]
news-section [865, 156, 1001, 418]
section-heading [5, 393, 141, 409]
section-body-text: نمبر پر محکمہ کی جانب سے جاری ہونے والے احکامات کے مطابق متعلقہ افسران کو ہدایت کی گئی ہے کہ وہ اپنی رپورٹ مقررہ مدت میں جمع کروائیں اور اس سلسلے میں کسی قسم کی غفلت برداشت نہیں کی جائے گی ضلعی انت [1007, 1356, 1144, 1403]
section-body-text: نمبر پر محکمہ کی جانب سے جاری ہونے والے احکامات کے مطابق متعلقہ افسران کو ہدایت کی گئی ہے کہ وہ اپنی رپورٹ مقررہ مدت میں جمع کروائیں اور اس سلسلے میں کسی قسم کی غفلت برداشت نہیں کی جائے گی ضلعی انتظامیہ کے مطابق شہریوں کی شکایات پر فوری کارروائی عمل میں لائی جائے گی جبکہ ذمہ داران کے خلاف محکمانہ کارروائی کا آغاز بھی کر دیا گیا ہے نمبر پر محکمہ کی جانب سے جاری ہونے والے احکامات کے مطابق متعلقہ افسران کو ہدایت کی گئی ہے کہ وہ اپنی رپورٹ مقررہ مدت میں جمع کروائیں اور اس سلسلے میں کسی قسم کی غفلت برداشت نہیں کی جائے گی ضلعی انتظامیہ کے مطابق شہریوں کی شکایات پر فوری کارروائی عمل میں لائی جائے گی جبکہ ذمہ داران کے خلاف محکمانہ کارروائی کا آغاز بھی کر دیا گیا ہے نمبر پر محکمہ کی جانب سے جاری ہونے والے احکامات کے مطابق [148, 734, 285, 903]
section-number: ضمیمہ 36 [515, 868, 570, 882]
section-body-text: نمبر پر محکمہ کی جانب سے جاری ہونے والے احکامات کے مطابق متعلقہ افسران کو ہدایت کی گئی ہے کہ وہ اپنی رپورٹ مقررہ مدت میں جمع کروائیں اور اس سلسلے میں کسی قسم کی غفلت برداشت نہیں کی جائے گی ضلعی انتظامیہ کے مطابق شہریوں کی شکایات پر فوری کارروائی عمل میں لائی جائے گی جبکہ ذمہ داران کے خلاف محکمانہ کارروائی کا آغاز بھی کر دیا گیا ہے نمبر پر محکمہ کی جانب سے جاری ہونے والے احکامات کے مطابق متعلقہ افسران کو ہدایت کی گئی ہے کہ وہ اپنی رپورٹ مقررہ مدت میں جمع کروائیں اور اس سلسلے میں کسی قسم کی غفلت برداشت نہیں کی جائے گی ضلعی انتظامیہ کے مطابق شہریوں کی [864, 878, 1001, 1009]
section-title [6, 1232, 85, 1246]
section-number: ضمیمہ 57 [85, 1232, 140, 1246]
section-title: بیت المال [722, 636, 801, 650]
section-title: کرپشن [293, 509, 372, 523]
section-body-text: نمبر پر محکمہ کی جانب سے جاری ہونے والے احکامات کے مطابق متعلقہ افسران کو ہدایت کی گئی ہے کہ وہ اپنی رپورٹ مقررہ مدت میں جمع کروائیں اور اس سلسلے میں کسی قسم کی غفلت برداشت نہیں کی جائے گی ضلعی انتظامیہ کے مطابق شہریوں کی شکایات پر فوری کارروائی عمل میں لائی جائے گی جبکہ ذمہ داران کے خلاف محکمانہ کارروائی کا آغاز بھی کر دیا گیا ہے نمبر پر محکمہ کی جانب سے جاری ہونے والے احکامات کے مطابق متعلقہ افسران کو ہدایت کی گئی ہے کہ وہ اپنی رپورٹ مقررہ مدت میں جمع کروائیں اور اس سلسلے میں کسی قسم کی غفلت برداشت نہیں کی جائے گی ضلعی انتظامیہ کے مطابق شہریوں کی شکایات پر فوری کارروائی عمل میں لائی جائے گی جبکہ ذمہ داران کے خلاف محکمانہ کارروائی کا آغاز بھی کر دیا گیا ہے نمبر پر محکمہ کی جانب سے جاری ہونے والے احکامات کے مطابق متعلقہ افسران کو ہدایت کی گئی ہے کہ وہ اپنی رپورٹ مقررہ مدت میں جمع کروائیں اور اس سلسلے میں کسی قسم کی غفلت برداشت نہیں کی جائے گی ضلعی انتظامیہ کے مطابق شہریوں کی شکایات پر فوری کارروائی عمل میں لائی جائے گی جبکہ ذمہ داران کے خلاف محکمانہ کارروائی کا آغاز بھی کر دیا گیا ہے نمبر پر محکمہ کی جانب سے جاری ہونے والے احکامات کے مطابق متعلقہ افسران کو ہدایت کی گئی ہے کہ وہ اپنی رپورٹ مقررہ مدت میں جمع کروائیں اور اس سلسلے میں کسی قسم کی غفلت برداشت نہیں کی جائے گی ضلعی انتظامیہ [434, 571, 571, 853]
news-section [1008, 1338, 1144, 1413]
section-heading [1008, 1338, 1144, 1354]
section-heading [1008, 1073, 1144, 1089]
section-body-text: نمبر پر محکمہ کی جانب سے جاری ہونے والے احکامات کے مطابق متعلقہ افسران کو ہدایت کی گئی ہے کہ وہ اپنی رپورٹ مقررہ مدت میں جمع کروائیں اور اس سلسلے میں کسی قسم کی غفلت برداشت نہیں کی جائے گی ضلعی انتظامیہ کے مطابق شہریوں کی شکایات پر فوری کارروائی عمل میں لائی جائے گی جبکہ ذمہ داران کے خلاف محکمانہ کارروائی کا آغاز بھی کر دیا گیا ہے نمبر پر محکمہ کی جانب سے جاری ہونے والے احکامات کے مطابق متعلقہ افسران کو ہدایت کی گئی ہے کہ وہ اپنی رپورٹ مقررہ مدت میں جمع کروائیں اور اس سلسلے میں کسی قسم کی غفلت برداشت نہیں کی جائے گی ضلعی انتظامیہ کے مطابق شہریوں کی شکایات پر فوری کارروائی عمل میں لائی جائے گی جبکہ ذمہ داران کے خلاف محکمانہ کارروائی کا آغاز بھی کر دیا گیا ہے نمبر پر محکمہ کی جانب سے جاری ہونے والے احکامات کے مطابق [864, 1030, 1001, 1199]
news-section [721, 857, 857, 969]
news-section [5, 784, 141, 1019]
news-section [721, 483, 857, 633]
section-body-text: نمبر پر محکمہ کی جانب سے جاری ہونے والے احکامات کے مطابق متعلقہ افسران کو ہدایت کی گئی ہے کہ وہ اپنی رپورٹ مقررہ مدت میں جمع کروائیں اور اس سلسلے میں کسی قسم کی غفلت برداشت نہیں کی جائے گی ضلعی انتظامیہ کے مطابق شہریوں کی شکایات پر فوری کارروائی عمل میں لائی جائے گی جبکہ ذمہ داران کے خلاف محکمانہ کارروائی کا آغاز بھی [148, 20, 285, 94]
section-heading [1008, 826, 1144, 842]
section-number: ضمیمہ 47 [228, 528, 283, 542]
section-title: ملاقات [1009, 827, 1094, 841]
section-body-text: نمبر پر محکمہ کی جانب سے جاری ہونے والے احکامات کے مطابق متعلقہ افسران کو ہدایت کی گئی ہے کہ وہ اپنی رپورٹ مقررہ مدت میں جمع کروائیں اور اس سلسلے میں کسی قسم کی غفلت برداشت نہیں کی جائے گی ضلعی انتظامیہ کے مطابق شہریوں کی شکایات پر فوری کارروائی عمل میں لائی جائے گی جبکہ ذمہ داران کے خلاف محکمانہ کارروائی کا آغاز بھی کر دیا گیا ہے نمبر پر محکمہ کی جانب سے جاری ہونے والے احکامات کے مطابق متعلقہ افسران کو ہدایت کی گئی ہے کہ وہ اپنی رپورٹ مقررہ مدت میں جمع کروائیں اور اس سلسلے میں کسی قسم کی غفلت برداشت نہیں کی جائے گی ضلعی انتظامیہ کے مطابق شہریوں کی شکایات پر فوری کارروائی عمل میں لائی جائے گی جبکہ ذمہ داران کے خلاف محکمانہ کارروائی کا آغاز بھی کر دیا گیا ہے نمبر پر محکمہ کی جانب سے جاری ہونے والے احکامات کے مطابق [148, 544, 285, 713]
section-heading [435, 155, 571, 171]
section-title: سرٹیفکیٹ [1009, 1418, 1094, 1432]
section-heading [721, 1219, 857, 1235]
section-title: بیوروکریسی [579, 684, 658, 698]
section-title: ٹیکس [722, 156, 801, 170]
news-section [865, 536, 1001, 723]
column-7 [144, 20, 287, 2088]
section-title: سرکاری زمین [722, 770, 801, 784]
section-figures: 2026 110 10 [1007, 814, 1055, 822]
section-heading [721, 357, 857, 373]
section-heading [148, 98, 284, 114]
section-body-text: نمبر پر محکمہ کی جانب سے جاری ہونے والے احکامات کے مطابق متعلقہ افسران کو ہدایت کی گئی ہے کہ وہ اپنی رپورٹ مقررہ مدت میں جمع کروائیں اور اس سلسلے میں کسی قسم کی غفلت برداشت نہیں کی جائے گی ضلعی انتظامیہ کے مطابق شہریوں کی شکایات پر فوری کارروائی عمل میں لائی جائے گی جبکہ ذمہ داران کے خلاف محکمانہ کارروائی کا آغاز بھی کر دیا گیا ہے نمبر پر محکمہ کی جانب سے جاری ہونے والے احکامات کے مطابق متعلقہ افسران کو ہدایت کی گئی ہے کہ وہ اپنی رپورٹ مقررہ مدت میں جمع کروائیں اور اس سلسلے می [864, 40, 1001, 152]
news-section [865, 726, 1001, 857]
section-figures: 125 [578, 670, 591, 679]
section-body-text: نمبر پر محکمہ کی جانب سے جاری ہونے والے احکامات کے مطابق متعلقہ افسران کو ہدایت کی گئی ہے کہ وہ اپنی رپورٹ مقررہ مدت میں جمع کروائیں اور اس سلسلے میں کسی قسم کی غفلت برداشت نہیں کی جائے گی ضلعی انتظامیہ کے مطابق شہریوں کی شکایات پر فوری کارروائی عمل میں لائی جائے گی جبکہ ذمہ داران کے خلاف محکمانہ کارروائی کا آغاز بھی کر دیا گیا ہے نمبر پر محکمہ کی جانب سے جاری ہونے والے احکامات کے مطابق متعلقہ افسرا [578, 20, 715, 113]
section-number: ضمیمہ 18 [801, 281, 856, 295]
section-figures: 2025-26 [721, 267, 751, 276]
section-body-text: نمبر پر محکمہ کی جانب سے جاری ہونے والے احکامات کے مطابق متعلقہ افسران کو ہدایت کی گئی ہے کہ وہ اپنی رپورٹ مقررہ مدت میں جمع کروائیں اور اس سلسلے میں کسی قسم کی غفلت برداشت نہیں کی جائے گی ضلعی انتظامیہ کے مطابق شہریوں کی شکایات پر فوری کارروائی عمل میں لائی جائے گی جبکہ ذمہ داران کے خلاف محکمانہ کارروائی کا آغاز بھی کر دیا گیا ہے نمبر پر محکمہ کی جانب سے جاری ہونے والے احکامات کے مطابق متعلقہ افسران کو ہدایت کی گئی ہے کہ وہ اپنی رپورٹ مقررہ مدت میں جمع کروائیں اور اس سلسلے میں کسی قسم کی غفلت برداشت نہیں کی جائے گی ضلعی انتظامیہ کے مطابق شہریوں کی [434, 20, 571, 151]
section-figures: 2026 00120260007713 00120260007770 00120260007718 00120260007858 00120260007689 [434, 1258, 557, 1286]
section-title: اینٹی کرپشن [1009, 23, 1094, 37]
section-body-text: نمبر پر محکمہ کی جانب سے جاری ہونے والے احکامات کے مطابق متعلقہ افسران کو ہدایت کی گئی ہے کہ وہ اپنی رپورٹ مقررہ مدت میں جمع کروائیں اور اس سلسلے میں کسی قسم کی غفلت برداشت نہیں کی جائے گی ضلعی انتظامیہ کے مطابق شہریوں کی شکایات پر فور [148, 1202, 285, 1258]
section-body-text: نمبر پر محکمہ کی جانب سے جاری ہونے والے احکامات کے مطابق متعلقہ افسران کو ہدایت ک [434, 1308, 571, 1326]
section-heading [292, 508, 428, 524]
section-title: جنازہ [866, 861, 945, 875]
section-title: ملازمین [149, 402, 228, 416]
news-section [721, 1219, 857, 1435]
news-section [435, 554, 571, 864]
section-heading [1008, 1417, 1144, 1433]
news-section [148, 20, 284, 95]
news-section [721, 635, 857, 766]
section-title: صفائی [149, 1033, 228, 1047]
section-heading [148, 1185, 284, 1201]
section-heading [865, 536, 1001, 552]
section-title: تبادلے [722, 1439, 801, 1453]
section-body-text: نمبر پر محکمہ کی جانب سے جاری ہونے والے احکامات کے مطابق متعلقہ افسران کو ہدایت کی گئی ہے کہ وہ اپنی رپورٹ مقررہ مدت میں جمع کروائیں اور اس سلسلے میں کسی قسم کی غفلت برداشت نہیں کی جائے گی ضلعی انتظامیہ کے مطابق شہریوں کی شکایات پر فوری کارروائی عمل میں لائی جائے گی جبکہ ذمہ داران کے خلاف محکمانہ کارروائی کا آغاز بھی کر دیا گیا ہے نمبر پر محکمہ کی جانب سے جاری ہونے والے احکامات کے مطابق متعلقہ افسرا [291, 20, 428, 113]
section-heading [721, 155, 857, 171]
news-section [865, 1443, 1001, 1687]
news-section [292, 947, 428, 1134]
news-section [292, 508, 428, 668]
section-title: احتجاج [866, 157, 951, 171]
section-title: کمشنر [293, 1310, 372, 1324]
section-number: ضمیمہ 38 [515, 1291, 570, 1305]
section-heading [292, 1309, 428, 1325]
news-section [721, 1438, 857, 1523]
section-heading [865, 860, 1001, 876]
section-heading [435, 1146, 571, 1162]
section-number: ضمیمہ 5 [1094, 1339, 1143, 1353]
section-body-text: نمبر پر محکمہ کی جانب سے جاری ہونے والے احکامات کے مطابق متعلقہ افسران کو ہدایت کی گئی ہے کہ وہ اپنی رپورٹ مقررہ مدت میں جمع کروائیں اور اس سلسلے میں کسی قسم کی غفلت برداشت نہیں کی جائے گی ضلعی انتظامیہ کے مطابق شہریوں کی شکایات پر فوری کارروائی عمل میں لائی جائے گی جبکہ ذمہ داران کے خلاف محکمانہ کارروائی کا آغاز بھی کر دیا گیا ہے نمبر پر محکمہ کی جانب سے جاری ہونے والے احکامات کے مطابق متعلقہ افسران کو ہدایت کی گئی ہے کہ وہ اپنی رپورٹ مقررہ مدت میں جمع کروائیں اور اس سلسلے میں کسی قسم کی غفلت برداشت نہیں کی جائے گی ضلعی انتظامیہ کے مطابق شہریوں کی شکایات پر فوری کارروائی عمل میں لائی جائے گی جبکہ ذمہ داران کے خلاف محکمانہ کارروائی کا آغاز بھی کر دیا گیا ہے نمبر پر محکمہ کی جانب سے جاری ہونے والے احکامات کے مطابق متعلقہ افسران کو ہدایت کی گئی ہے کہ وہ اپنی رپورٹ مقررہ مدت میں جمع کروائیں اور اس سلسلے میں کسی قسم کی غفلت برداشت نہیں کی جائے گی ضلعی انتظامیہ کے مطابق شہریوں کی شکایات پر فوری کارروائی عمل میں لائی جائے گی جبکہ ذمہ داران کے خلاف محکمانہ کارروائی کا آغاز بھی کر دیا گیا ہے نمبر پر محکمہ کی جانب سے جاری ہونے والے احکامات کے مطابق متعلقہ افسران کو ہدایت کی گئی ہے کہ وہ اپنی رپورٹ مقررہ مدت میں جمع کروائیں اور اس سلسلے میں کسی قسم کی غفلت برداشت نہیں کی جائے گی ضلعی انتظامیہ [148, 116, 285, 397]
section-figures: 44 67 [578, 240, 600, 249]
section-title: احتجاج [866, 1204, 945, 1218]
section-heading [5, 1496, 141, 1512]
section-figures: 30 7 [434, 854, 452, 863]
section-heading [435, 554, 571, 570]
section-number: ضمیمہ 21 [801, 636, 856, 650]
news-section [292, 20, 428, 124]
section-heading [148, 717, 284, 733]
section-title: بلدیاتی [149, 718, 228, 732]
news-section [5, 1231, 141, 1493]
section-title: معطل [6, 1023, 85, 1037]
section-number: ضمیمہ 31 [658, 831, 713, 845]
news-section [5, 393, 141, 628]
news-section [1008, 1073, 1144, 1335]
news-section [1008, 826, 1144, 1070]
section-number: ضمیمہ 12 [944, 861, 999, 875]
section-title [722, 858, 801, 872]
section-figures: Own Creation (Conflict of Interest) (PPRA) 8760425300 [578, 366, 692, 385]
news-section [578, 983, 714, 1076]
section-heading [721, 1438, 857, 1454]
news-section [292, 299, 428, 505]
